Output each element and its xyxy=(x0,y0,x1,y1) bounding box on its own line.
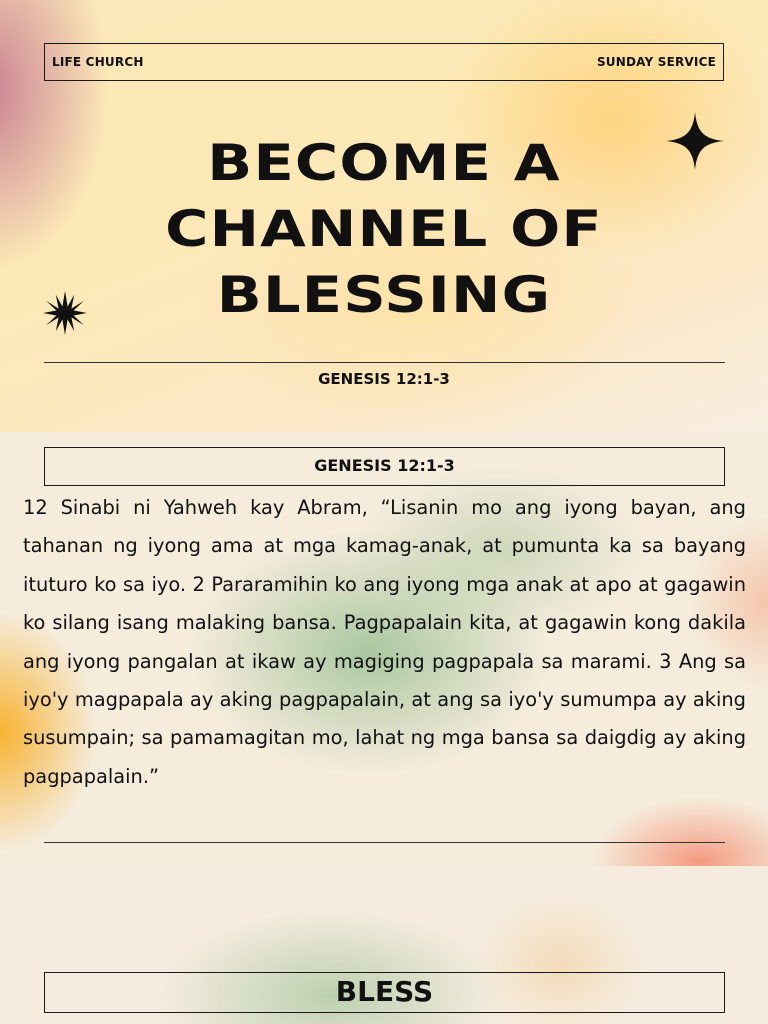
title-line-3: BLESSING xyxy=(216,266,552,324)
divider xyxy=(44,842,725,843)
scripture-heading: GENESIS 12:1-3 xyxy=(44,447,725,486)
title-line-1: BECOME A xyxy=(207,134,561,192)
section-heading: BLESS xyxy=(44,972,725,1013)
page-title xyxy=(0,130,768,328)
scripture-section xyxy=(0,432,768,866)
starburst-icon xyxy=(42,290,88,336)
header-bar xyxy=(44,43,724,81)
cover-section xyxy=(0,0,768,432)
scripture-reference: GENESIS 12:1-3 xyxy=(318,370,450,388)
divider xyxy=(44,362,725,363)
service-label: SUNDAY SERVICE xyxy=(596,55,716,69)
title-line-2: CHANNEL OF xyxy=(165,200,603,258)
bless-section xyxy=(0,866,768,1024)
scripture-text: 12 Sinabi ni Yahweh kay Abram, “Lisanin mo ang iyong bayan, ang tahanan ng iyong ama at mga kamag-anak, at pumunta ka sa bayang ituturo ko sa iyo. 2 Pararamihin ko ang iyong mga anak at apo at gagawin ko silang isang malaking bansa. Pagpapalain kita, at gagawin kong dakila ang iyong pangalan at ikaw ay magiging pagpapala sa marami. 3 Ang sa iyo'y magpapala ay aking pagpapalain, at ang sa iyo'y sumumpa ay aking susumpain; sa pamamagitan mo, lahat ng mga bansa sa daigdig ay aking pagpapalain.” xyxy=(23,496,746,788)
church-name: LIFE CHURCH xyxy=(52,55,144,69)
